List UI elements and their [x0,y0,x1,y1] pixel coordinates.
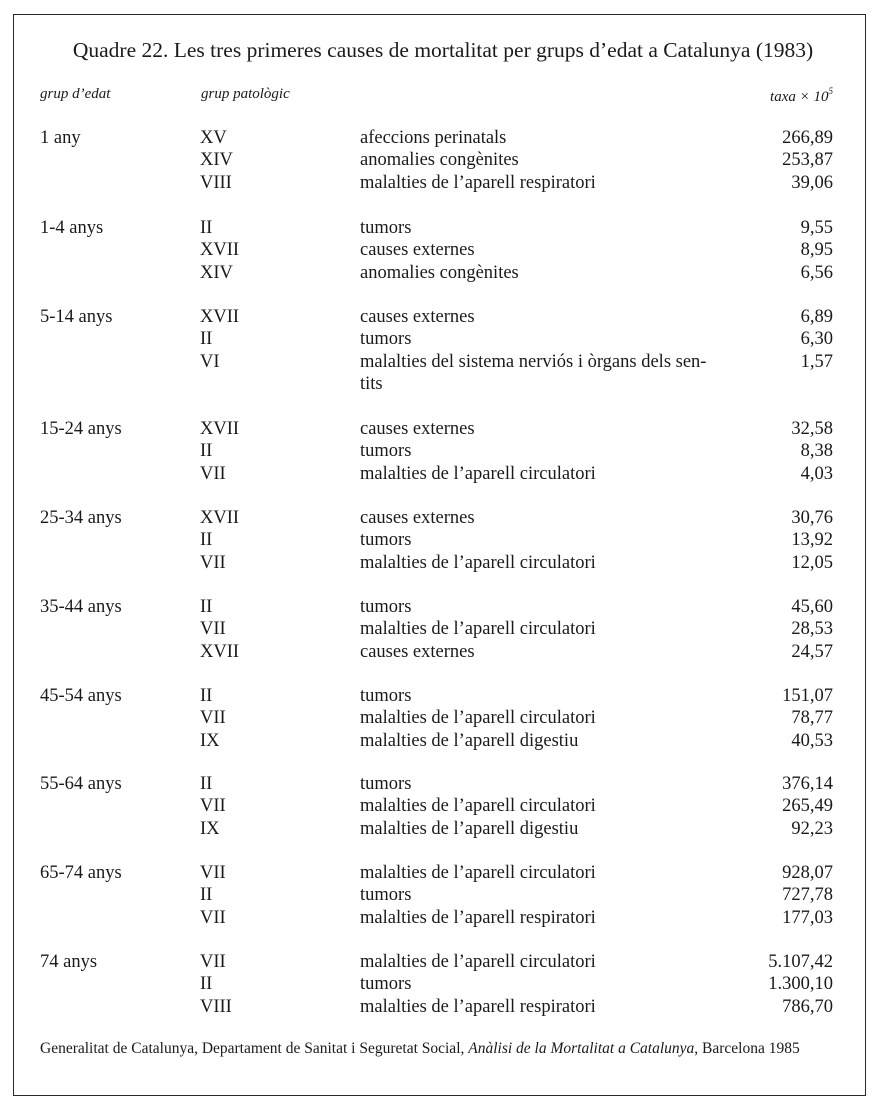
table-row [40,217,833,239]
cause-description [360,618,745,640]
pathology-code: XIV [200,262,233,283]
cause-description [360,973,745,995]
table-row [40,239,833,261]
age-group-label: 35-44 anys [40,597,122,617]
pathology-code: II [200,686,213,706]
pathology-code: VII [200,619,226,640]
mortality-rate: 78,77 [791,708,833,729]
mortality-rate: 727,78 [782,885,833,906]
cause-description [360,529,745,551]
table-row [40,440,833,462]
cause-text: malalties de l’aparell respiratori [360,996,596,1017]
source-suffix: , Barcelona 1985 [694,1040,800,1057]
cause-text: causes externes [360,419,475,439]
mortality-rate: 253,87 [782,150,833,171]
cause-text: malalties de l’aparell circulatori [360,463,596,484]
cause-text: tumors [360,218,412,238]
table-row [40,529,833,551]
cause-text: malalties de l’aparell circulatori [360,796,596,817]
source-note [40,1039,840,1059]
cause-description [360,172,745,194]
age-group-block [40,951,833,1018]
table-row [40,641,833,663]
cause-description [360,262,745,284]
mortality-rate: 12,05 [791,552,833,573]
table-row [40,507,833,529]
pathology-code: II [200,329,213,350]
age-group-block [40,507,833,574]
pathology-code: II [200,597,213,617]
mortality-rate: 4,03 [800,463,833,484]
age-group-block [40,596,833,663]
mortality-rate: 1,57 [800,351,833,372]
table-row [40,818,833,840]
age-group-label: 1 any [40,128,81,148]
table-row [40,907,833,929]
pathology-code: VII [200,708,226,729]
mortality-rate: 32,58 [791,419,833,439]
table-row [40,730,833,752]
header-rate [770,86,833,106]
pathology-code: II [200,218,213,238]
mortality-rate: 13,92 [791,530,833,551]
mortality-rate: 39,06 [791,172,833,193]
pathology-code: VIII [200,172,232,193]
pathology-code: XVII [200,641,240,662]
table-row [40,463,833,485]
cause-text: causes externes [360,240,475,261]
cause-description [360,862,745,884]
age-group-label: 55-64 anys [40,774,122,794]
table-row [40,707,833,729]
cause-text: tumors [360,885,412,906]
cause-description [360,239,745,261]
cause-text: malalties de l’aparell circulatori [360,708,596,729]
table-row [40,328,833,350]
pathology-code: VII [200,952,226,972]
age-group-label: 25-34 anys [40,508,122,528]
cause-description [360,507,745,529]
pathology-code: XIV [200,150,233,171]
age-group-block [40,217,833,284]
age-group-block [40,773,833,840]
mortality-rate: 786,70 [782,996,833,1017]
table-row [40,973,833,995]
mortality-rate: 92,23 [791,818,833,839]
pathology-code: VII [200,796,226,817]
mortality-rate: 151,07 [782,686,833,706]
header-rate-label: taxa × 10 [770,89,829,105]
age-group-block [40,306,833,395]
cause-description [360,996,745,1018]
cause-text: afeccions perinatals [360,128,507,148]
pathology-code: XVII [200,508,240,528]
cause-text: malalties de l’aparell digestiu [360,730,579,751]
age-group-block [40,862,833,929]
pathology-code: VI [200,351,220,372]
cause-text: causes externes [360,307,475,327]
mortality-rate: 9,55 [800,218,833,238]
table-row [40,262,833,284]
cause-description [360,149,745,171]
pathology-code: XVII [200,240,240,261]
cause-text: anomalies congènites [360,150,519,171]
mortality-rate: 1.300,10 [768,974,833,995]
mortality-rate: 40,53 [791,730,833,751]
mortality-rate: 45,60 [791,597,833,617]
mortality-rate: 928,07 [782,863,833,883]
pathology-code: VII [200,552,226,573]
pathology-code: II [200,441,213,462]
cause-description [360,795,745,817]
cause-description [360,328,745,350]
age-group-label: 45-54 anys [40,686,122,706]
table-row [40,552,833,574]
cause-text: malalties de l’aparell circulatori [360,863,596,883]
table-row [40,596,833,618]
cause-text: tumors [360,329,412,350]
pathology-code: VIII [200,996,232,1017]
cause-description [360,306,745,328]
pathology-code: XVII [200,307,240,327]
table-row [40,862,833,884]
table-row [40,127,833,149]
table-row [40,951,833,973]
cause-description [360,884,745,906]
cause-text: tumors [360,597,412,617]
mortality-rate: 28,53 [791,619,833,640]
cause-text: tumors [360,441,412,462]
cause-text: anomalies congènites [360,262,519,283]
cause-text-continued: tits [360,373,383,394]
cause-text: tumors [360,974,412,995]
age-group-label: 5-14 anys [40,307,113,327]
age-group-label: 74 anys [40,952,98,972]
cause-description [360,951,745,973]
cause-description [360,685,745,707]
cause-description [360,552,745,574]
table-row [40,172,833,194]
age-group-block [40,418,833,485]
mortality-rate: 8,38 [800,441,833,462]
cause-text: malalties del sistema nerviós i òrgans dels sen- [360,351,707,372]
pathology-code: II [200,530,213,551]
table-row [40,773,833,795]
age-group-label: 15-24 anys [40,419,122,439]
cause-text: tumors [360,686,412,706]
mortality-rate: 24,57 [791,641,833,662]
pathology-code: II [200,774,213,794]
cause-description [360,641,745,663]
mortality-rate: 30,76 [791,508,833,528]
cause-text: malalties de l’aparell circulatori [360,552,596,573]
pathology-code: IX [200,730,220,751]
table-row [40,884,833,906]
header-pathology-group: grup patològic [201,86,290,102]
source-prefix: Generalitat de Catalunya, Departament de Sanitat i Seguretat Social, [40,1040,469,1057]
age-group-block [40,127,833,194]
pathology-code: VII [200,863,226,883]
cause-description [360,127,745,149]
cause-text: malalties de l’aparell respiratori [360,172,596,193]
cause-text: malalties de l’aparell respiratori [360,907,596,928]
cause-text: causes externes [360,641,475,662]
age-group-label: 65-74 anys [40,863,122,883]
cause-description [360,818,745,840]
cause-description [360,773,745,795]
mortality-rate: 265,49 [782,796,833,817]
table-row [40,418,833,440]
mortality-rate: 376,14 [782,774,833,794]
cause-description [360,596,745,618]
table-title: Quadre 22. Les tres primeres causes de mortalitat per grups d’edat a Catalunya (1983) [72,38,814,62]
table-row [40,351,833,396]
cause-text: tumors [360,530,412,551]
cause-description [360,463,745,485]
cause-text: malalties de l’aparell circulatori [360,619,596,640]
pathology-code: II [200,885,213,906]
cause-text: causes externes [360,508,475,528]
pathology-code: VII [200,907,226,928]
age-group-block [40,685,833,752]
mortality-rate: 177,03 [782,907,833,928]
table-row [40,149,833,171]
pathology-code: II [200,974,213,995]
header-rate-exponent: 5 [828,86,833,96]
age-group-label: 1-4 anys [40,218,104,238]
mortality-rate: 6,56 [800,262,833,283]
cause-description [360,730,745,752]
cause-description [360,418,745,440]
pathology-code: XV [200,128,227,148]
table-row [40,685,833,707]
header-age-group: grup d’edat [40,86,111,102]
cause-description [360,907,745,929]
cause-description [360,351,745,396]
mortality-rate: 266,89 [782,128,833,148]
mortality-rate: 5.107,42 [768,952,833,972]
cause-text: malalties de l’aparell circulatori [360,952,596,972]
source-title: Anàlisi de la Mortalitat a Catalunya [468,1040,695,1057]
cause-description [360,217,745,239]
cause-description [360,707,745,729]
table-row [40,996,833,1018]
pathology-code: IX [200,818,220,839]
cause-description [360,440,745,462]
pathology-code: VII [200,463,226,484]
mortality-rate: 6,89 [800,307,833,327]
cause-text: malalties de l’aparell digestiu [360,818,579,839]
cause-text: tumors [360,774,412,794]
mortality-rate: 6,30 [800,329,833,350]
table-row [40,618,833,640]
pathology-code: XVII [200,419,240,439]
table-row [40,795,833,817]
mortality-rate: 8,95 [800,240,833,261]
table-row [40,306,833,328]
